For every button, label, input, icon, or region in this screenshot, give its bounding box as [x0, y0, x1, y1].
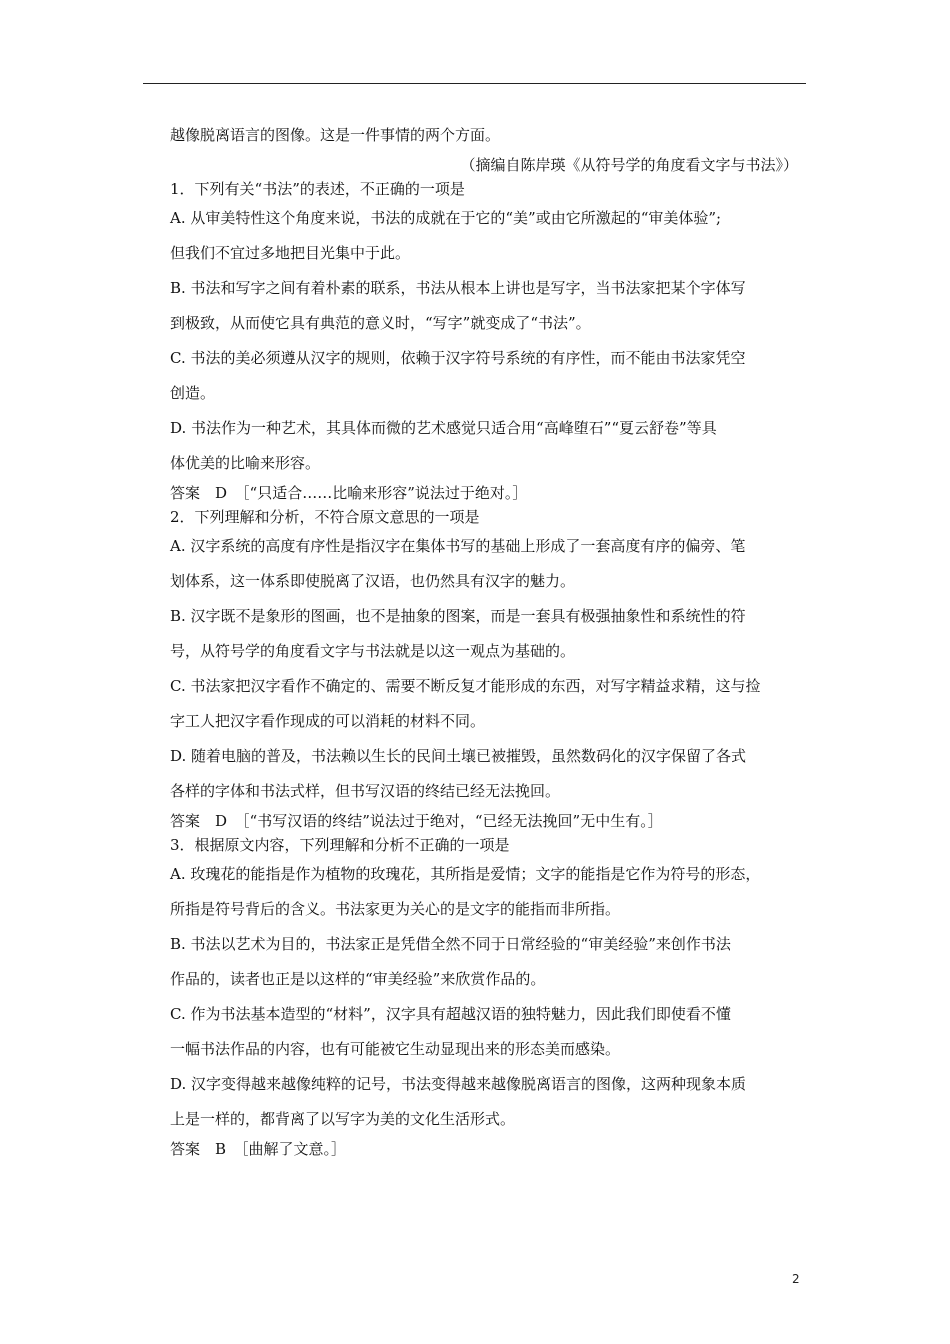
- q3-option-c-line-1: C. 作为书法基本造型的“材料”，汉字具有超越汉语的独特魅力，因此我们即使看不懂: [170, 1005, 731, 1023]
- header-divider: [143, 83, 806, 84]
- document-body: [170, 118, 810, 1161]
- q3-option-a-line-1: A. 玫瑰花的能指是作为植物的玫瑰花，其所指是爱情；文字的能指是它作为符号的形态，: [170, 865, 761, 883]
- q1-answer: 答案 D ［“只适合……比喻来形容”说法过于绝对。］: [170, 484, 528, 502]
- q3-option-c-line-2: 一幅书法作品的内容，也有可能被它生动显现出来的形态美而感染。: [170, 1040, 621, 1058]
- q3-option-b-line-2: 作品的，读者也正是以这样的“审美经验”来欣赏作品的。: [170, 970, 546, 988]
- q1-option-a-line-2: 但我们不宜过多地把目光集中于此。: [170, 244, 411, 262]
- q2-option-a-line-1: A. 汉字系统的高度有序性是指汉字在集体书写的基础上形成了一套高度有序的偏旁、笔: [170, 537, 746, 555]
- q1-option-b-line-1: B. 书法和写字之间有着朴素的联系，书法从根本上讲也是写字，当书法家把某个字体写: [170, 279, 746, 297]
- q3-option-d-line-1: D. 汉字变得越来越像纯粹的记号，书法变得越来越像脱离语言的图像，这两种现象本质: [170, 1075, 747, 1093]
- question-2-stem: 2．下列理解和分析，不符合原文意思的一项是: [170, 508, 480, 526]
- q3-option-a-line-2: 所指是符号背后的含义。书法家更为关心的是文字的能指而非所指。: [170, 900, 621, 918]
- q1-option-c-line-2: 创造。: [170, 384, 216, 402]
- q2-option-d-line-1: D. 随着电脑的普及，书法赖以生长的民间土壤已被摧毁，虽然数码化的汉字保留了各式: [170, 747, 747, 765]
- question-3-stem: 3．根据原文内容，下列理解和分析不正确的一项是: [170, 836, 510, 854]
- q2-option-c-line-2: 字工人把汉字看作现成的可以消耗的材料不同。: [170, 712, 486, 730]
- q1-option-c-line-1: C. 书法的美必须遵从汉字的规则，依赖于汉字符号系统的有序性，而不能由书法家凭空: [170, 349, 746, 367]
- q2-answer: 答案 D ［“书写汉语的终结”说法过于绝对，“已经无法挽回”无中生有。］: [170, 812, 663, 830]
- question-1-stem: 1．下列有关“书法”的表述，不正确的一项是: [170, 180, 465, 198]
- q2-option-b-line-1: B. 汉字既不是象形的图画，也不是抽象的图案，而是一套具有极强抽象性和系统性的符: [170, 607, 746, 625]
- paragraph-continuation: 越像脱离语言的图像。这是一件事情的两个方面。: [170, 126, 501, 144]
- q3-option-d-line-2: 上是一样的，都背离了以写字为美的文化生活形式。: [170, 1110, 516, 1128]
- q1-option-a-line-1: A. 从审美特性这个角度来说，书法的成就在于它的“美”或由它所激起的“审美体验”;: [170, 209, 722, 227]
- q2-option-d-line-2: 各样的字体和书法式样，但书写汉语的终结已经无法挽回。: [170, 782, 561, 800]
- q2-option-b-line-2: 号，从符号学的角度看文字与书法就是以这一观点为基础的。: [170, 642, 576, 660]
- q3-option-b-line-1: B. 书法以艺术为目的，书法家正是凭借全然不同于日常经验的“审美经验”来创作书法: [170, 935, 731, 953]
- q2-option-a-line-2: 划体系，这一体系即使脱离了汉语，也仍然具有汉字的魅力。: [170, 572, 576, 590]
- q2-option-c-line-1: C. 书法家把汉字看作不确定的、需要不断反复才能形成的东西，对写字精益求精，这与捡: [170, 677, 761, 695]
- source-citation: （摘编自陈岸瑛《从符号学的角度看文字与书法》）: [460, 156, 798, 174]
- q1-option-d-line-1: D. 书法作为一种艺术，其具体而微的艺术感觉只适合用“高峰堕石”“夏云舒卷”等具: [170, 419, 717, 437]
- q3-answer: 答案 B ［曲解了文意。］: [170, 1140, 347, 1158]
- q1-option-d-line-2: 体优美的比喻来形容。: [170, 454, 321, 472]
- q1-option-b-line-2: 到极致，从而使它具有典范的意义时，“写字”就变成了“书法”。: [170, 314, 591, 332]
- page-number: 2: [792, 1272, 800, 1286]
